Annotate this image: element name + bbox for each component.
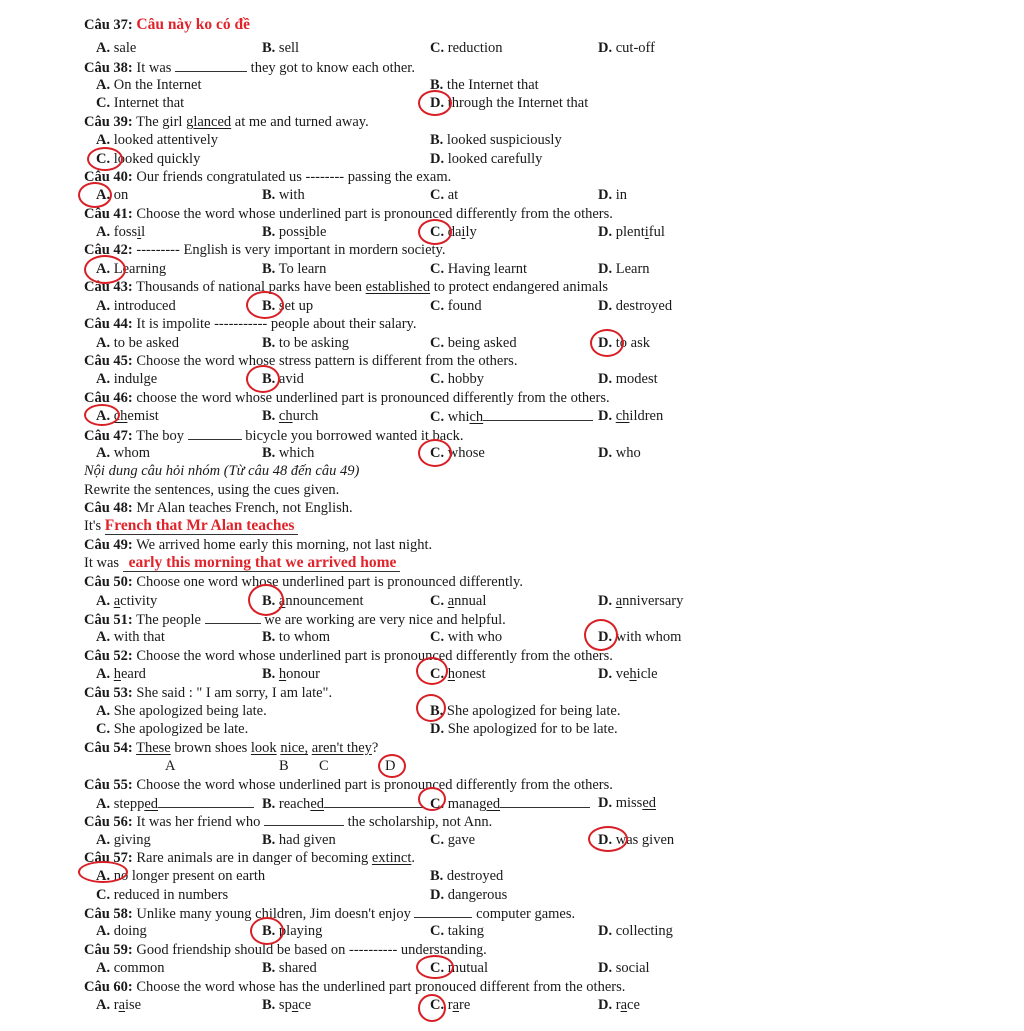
question-37: Câu 37: Câu này ko có đề — [84, 16, 251, 33]
q44-option-d: D. to ask — [598, 335, 650, 351]
question-39: Câu 39: The girl glanced at me and turned away. — [84, 114, 369, 130]
q49-handwritten-answer: early this morning that we arrived home — [123, 554, 401, 572]
q42-option-c: C. Having learnt — [430, 261, 528, 277]
question-60: Câu 60: Choose the word whose has the underlined part pronouced different from the others. — [84, 979, 626, 995]
q48-handwritten-answer: French that Mr Alan teaches — [105, 517, 299, 535]
q51-option-a: A. with that — [96, 629, 165, 645]
q41-option-b: B. possible — [262, 224, 327, 240]
q39-option-a: A. looked attentively — [96, 132, 219, 148]
q41-option-a: A. fossil — [96, 224, 146, 240]
q60-option-d: D. race — [598, 997, 640, 1013]
q54-label-c: C — [319, 758, 329, 774]
q52-option-b: B. honour — [262, 666, 321, 682]
question-53: Câu 53: She said : " I am sorry, I am late". — [84, 685, 333, 701]
question-51: Câu 51: The people we are working are very nice and helpful. — [84, 612, 506, 628]
q42-option-a: A. Learning — [96, 261, 167, 277]
q48-answer-line: It's French that Mr Alan teaches — [84, 517, 298, 534]
question-44: Câu 44: It is impolite ----------- people about their salary. — [84, 316, 417, 332]
group-heading: Nội dung câu hỏi nhóm (Từ câu 48 đến câu 49) — [84, 463, 360, 479]
q47-option-a: A. whom — [96, 445, 150, 461]
q57-option-b: B. destroyed — [430, 868, 504, 884]
q38-option-c: C. Internet that — [96, 95, 185, 111]
q50-option-b: B. announcement — [262, 593, 364, 609]
q42-option-b: B. To learn — [262, 261, 327, 277]
q52-option-c: C. honest — [430, 666, 486, 682]
question-45: Câu 45: Choose the word whose stress pattern is different from the others. — [84, 353, 518, 369]
question-41: Câu 41: Choose the word whose underlined part is pronounced differently from the others. — [84, 206, 613, 222]
q53-option-d: D. She apologized for to be late. — [430, 721, 618, 737]
q58-option-a: A. doing — [96, 923, 147, 939]
q59-option-a: A. common — [96, 960, 165, 976]
q45-option-c: C. hobby — [430, 371, 484, 387]
q51-option-d: D. with whom — [598, 629, 682, 645]
question-40: Câu 40: Our friends congratulated us -------- passing the exam. — [84, 169, 452, 185]
q37-option-d: D. cut-off — [598, 40, 655, 56]
question-43: Câu 43: Thousands of national parks have been established to protect endangered animals — [84, 279, 609, 295]
q43-option-a: A. introduced — [96, 298, 176, 314]
q39-option-c: C. looked quickly — [96, 151, 201, 167]
q58-option-d: D. collecting — [598, 923, 673, 939]
question-38: Câu 38: It was they got to know each other. — [84, 60, 415, 76]
q53-option-c: C. She apologized be late. — [96, 721, 249, 737]
question-49: Câu 49: We arrived home early this morning, not last night. — [84, 537, 433, 553]
group-instruction: Rewrite the sentences, using the cues given. — [84, 482, 340, 498]
q50-option-d: D. anniversary — [598, 593, 684, 609]
question-46: Câu 46: choose the word whose underlined part is pronounced differently from the others. — [84, 390, 610, 406]
q53-option-b: B. She apologized for being late. — [430, 703, 621, 719]
q37-option-b: B. sell — [262, 40, 300, 56]
q39-option-d: D. looked carefully — [430, 151, 543, 167]
q55-option-a: A. stepped — [96, 795, 254, 812]
q43-option-d: D. destroyed — [598, 298, 673, 314]
q43-option-c: C. found — [430, 298, 482, 314]
q56-option-d: D. was given — [598, 832, 675, 848]
q37-option-c: C. reduction — [430, 40, 503, 56]
q54-label-b: B — [279, 758, 289, 774]
question-56: Câu 56: It was her friend who the scholarship, not Ann. — [84, 814, 493, 830]
q44-option-a: A. to be asked — [96, 335, 179, 351]
question-48: Câu 48: Mr Alan teaches French, not English. — [84, 500, 353, 516]
q55-option-b: B. reached — [262, 795, 424, 812]
q41-option-d: D. plentiful — [598, 224, 665, 240]
q53-option-a: A. She apologized being late. — [96, 703, 267, 719]
q37-option-a: A. sale — [96, 40, 137, 56]
q59-option-d: D. social — [598, 960, 650, 976]
question-59: Câu 59: Good friendship should be based on ---------- understanding. — [84, 942, 487, 958]
q57-option-a: A. no longer present on earth — [96, 868, 266, 884]
q56-option-a: A. giving — [96, 832, 151, 848]
q43-option-b: B. set up — [262, 298, 314, 314]
q41-option-c: C. daily — [430, 224, 477, 240]
q56-option-b: B. had given — [262, 832, 336, 848]
q52-option-d: D. vehicle — [598, 666, 658, 682]
q38-option-a: A. On the Internet — [96, 77, 202, 93]
q60-option-c: C. rare — [430, 997, 471, 1013]
q49-answer-line: It was early this morning that we arrived home — [84, 554, 400, 571]
q44-option-b: B. to be asking — [262, 335, 349, 351]
q47-option-d: D. who — [598, 445, 641, 461]
q51-option-c: C. with who — [430, 629, 503, 645]
q51-option-b: B. to whom — [262, 629, 331, 645]
q40-option-a: A. on — [96, 187, 129, 203]
q57-option-d: D. dangerous — [430, 887, 508, 903]
q59-option-c: C. mutual — [430, 960, 489, 976]
q44-option-c: C. being asked — [430, 335, 517, 351]
question-57: Câu 57: Rare animals are in danger of becoming extinct. — [84, 850, 416, 866]
q45-option-b: B. avid — [262, 371, 304, 387]
q47-option-c: C. whose — [430, 445, 485, 461]
q57-option-c: C. reduced in numbers — [96, 887, 229, 903]
q47-option-b: B. which — [262, 445, 315, 461]
q40-option-b: B. with — [262, 187, 305, 203]
q39-option-b: B. looked suspiciously — [430, 132, 562, 148]
q54-label-d: D — [385, 758, 396, 774]
q55-option-c: C. managed — [430, 795, 590, 812]
question-47: Câu 47: The boy bicycle you borrowed wanted it back. — [84, 428, 464, 444]
q38-option-b: B. the Internet that — [430, 77, 539, 93]
q42-option-d: D. Learn — [598, 261, 650, 277]
q60-option-b: B. space — [262, 997, 312, 1013]
q46-option-c: C. which — [430, 408, 593, 425]
q45-option-d: D. modest — [598, 371, 658, 387]
question-42: Câu 42: --------- English is very important in mordern society. — [84, 242, 446, 258]
question-50: Câu 50: Choose one word whose underlined part is pronounced differently. — [84, 574, 523, 590]
q58-option-b: B. playing — [262, 923, 323, 939]
q59-option-b: B. shared — [262, 960, 317, 976]
q54-label-a: A — [165, 758, 176, 774]
q56-option-c: C. gave — [430, 832, 476, 848]
q46-option-b: B. church — [262, 408, 319, 424]
q50-option-a: A. activity — [96, 593, 158, 609]
q38-option-d: D. through the Internet that — [430, 95, 589, 111]
q60-option-a: A. raise — [96, 997, 142, 1013]
question-52: Câu 52: Choose the word whose underlined part is pronounced differently from the others. — [84, 648, 613, 664]
question-54: Câu 54: These brown shoes look nice, aren't they? — [84, 740, 379, 756]
q46-option-d: D. children — [598, 408, 664, 424]
q55-option-d: D. missed — [598, 795, 657, 811]
question-55: Câu 55: Choose the word whose underlined part is pronounced differently from the others. — [84, 777, 613, 793]
q46-option-a: A. chemist — [96, 408, 159, 424]
q40-option-c: C. at — [430, 187, 459, 203]
q45-option-a: A. indulge — [96, 371, 158, 387]
handwritten-note: Câu này ko có đề — [136, 16, 251, 33]
q52-option-a: A. heard — [96, 666, 146, 682]
q40-option-d: D. in — [598, 187, 628, 203]
q58-option-c: C. taking — [430, 923, 484, 939]
q50-option-c: C. annual — [430, 593, 487, 609]
question-58: Câu 58: Unlike many young children, Jim doesn't enjoy computer games. — [84, 906, 576, 922]
